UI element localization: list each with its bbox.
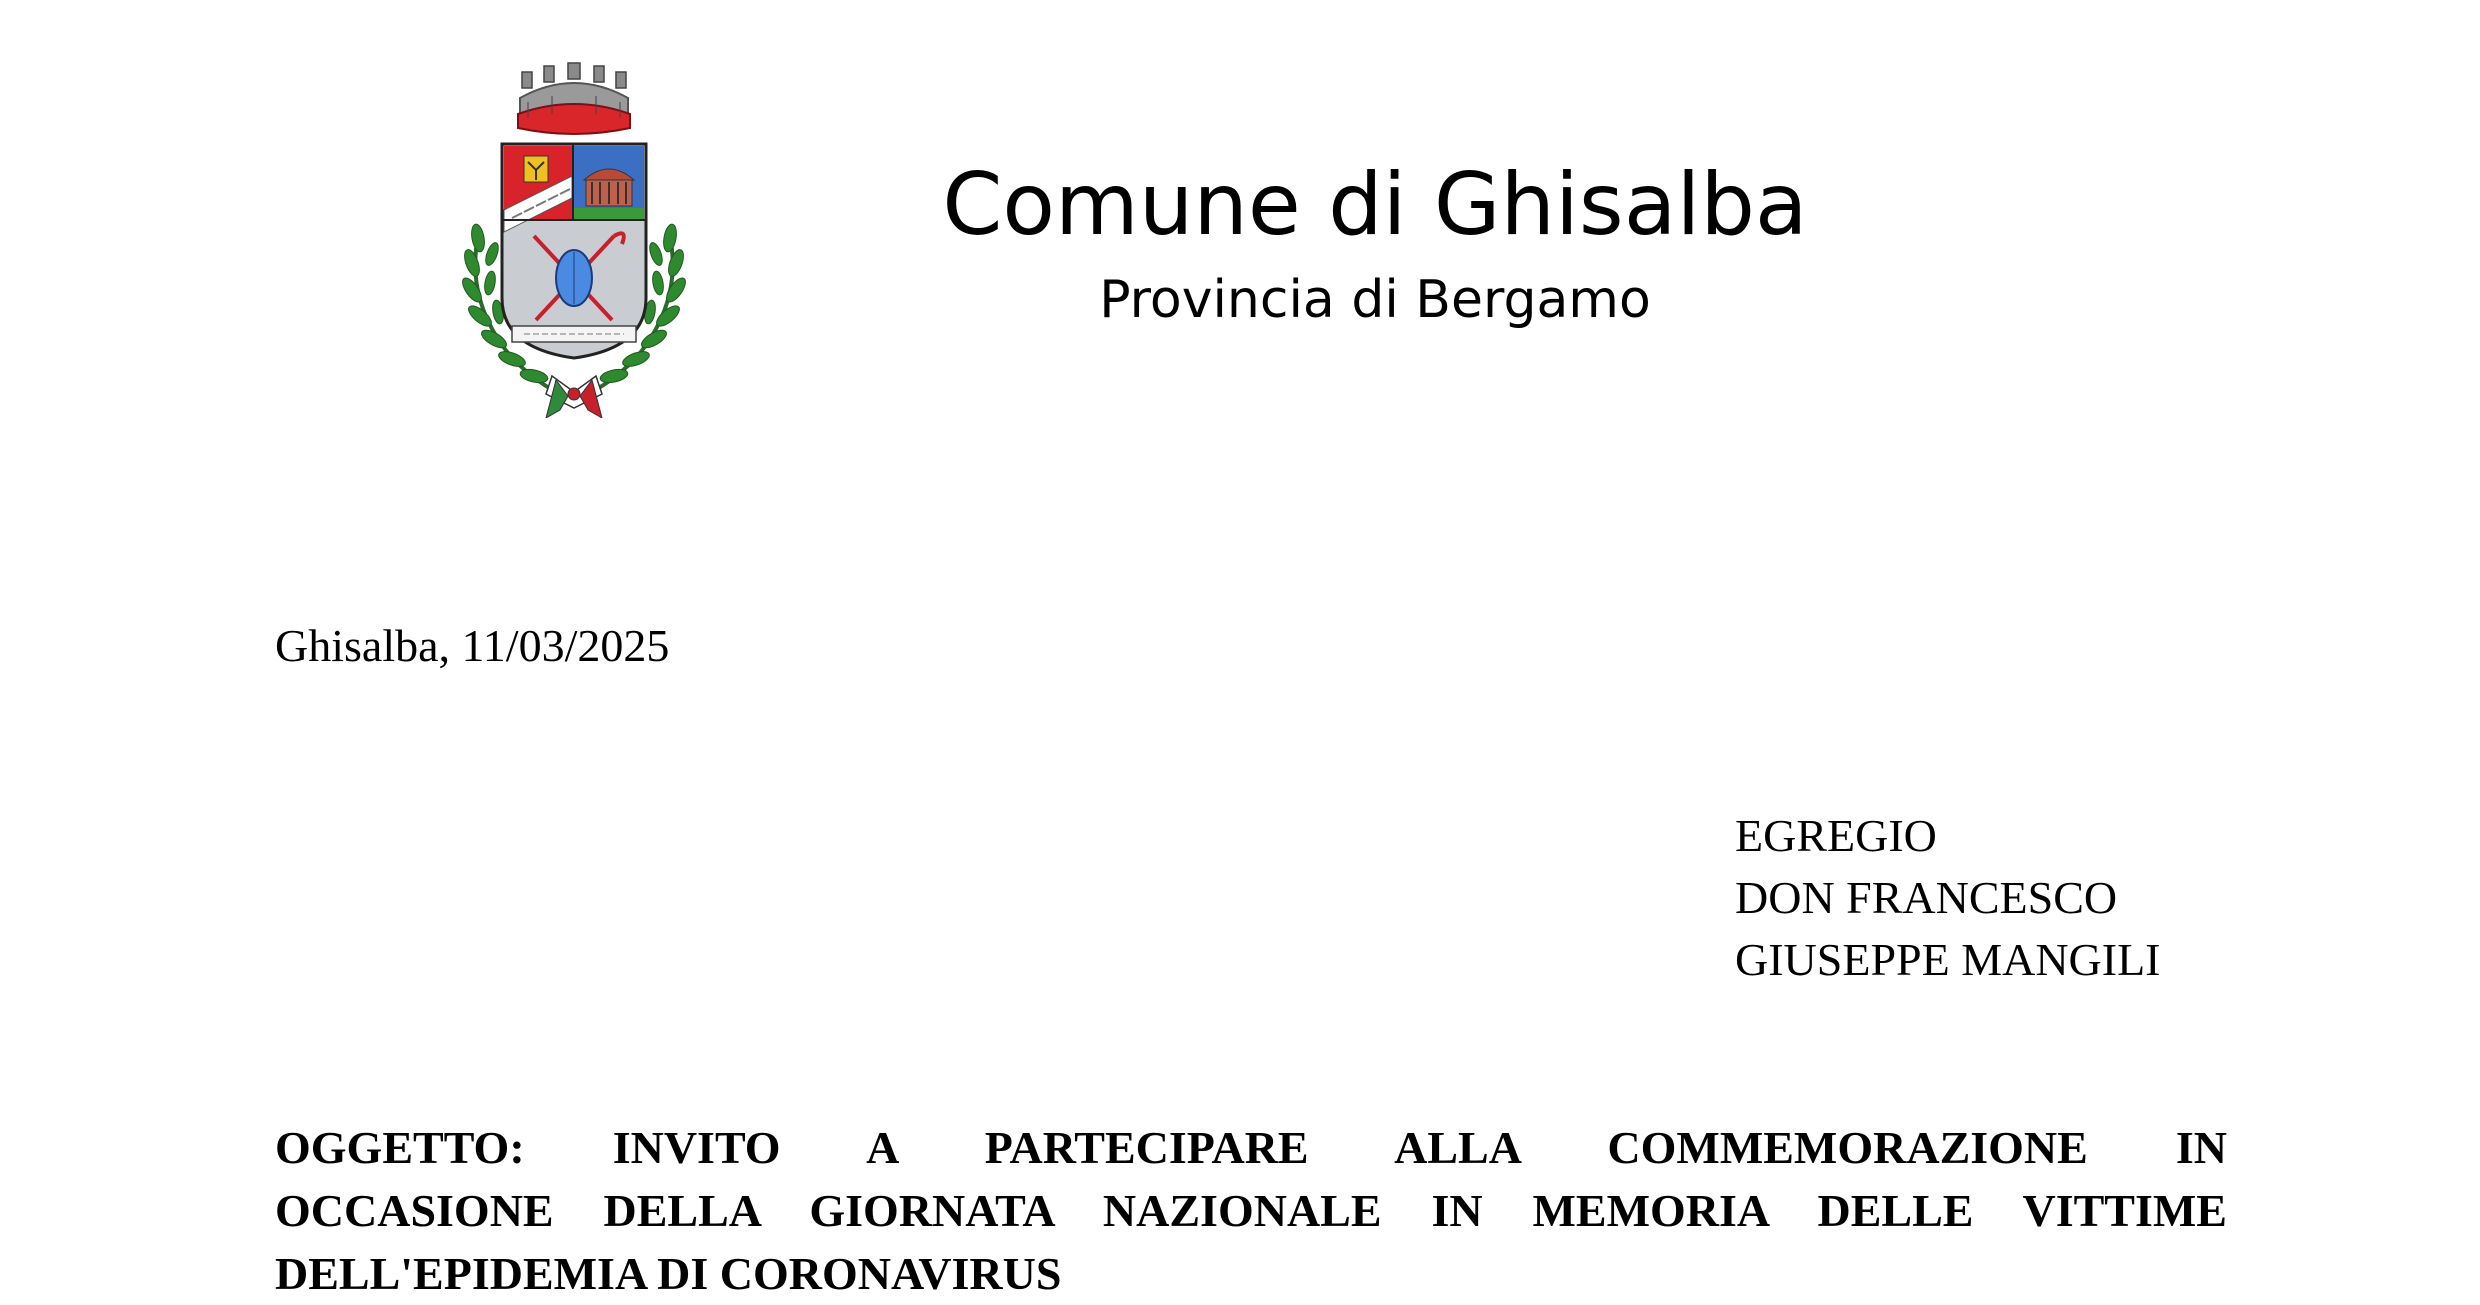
- municipality-name: Comune di Ghisalba: [942, 155, 1808, 255]
- municipal-coat-of-arms: [452, 58, 696, 418]
- recipient-address-block: [1735, 805, 2161, 991]
- province-name: Provincia di Bergamo: [1099, 270, 1651, 330]
- recipient-line: GIUSEPPE MANGILI: [1735, 934, 2161, 985]
- recipient-line: EGREGIO: [1735, 810, 1937, 861]
- subject-line: OCCASIONE DELLA GIORNATA NAZIONALE IN MEMORIA DELLE VITTIME: [275, 1185, 2227, 1236]
- subject-line: OGGETTO: INVITO A PARTECIPARE ALLA COMMEMORAZIONE IN: [275, 1122, 2227, 1173]
- letter-subject: [275, 1116, 2227, 1305]
- shield: [502, 144, 646, 358]
- temple-icon: [584, 169, 634, 206]
- crown-icon: [518, 63, 630, 134]
- letter-date-line: Ghisalba, 11/03/2025: [275, 620, 670, 671]
- recipient-line: DON FRANCESCO: [1735, 872, 2118, 923]
- tricolor-ribbon: [546, 376, 602, 418]
- subject-line: DELL'EPIDEMIA DI CORONAVIRUS: [275, 1248, 1062, 1299]
